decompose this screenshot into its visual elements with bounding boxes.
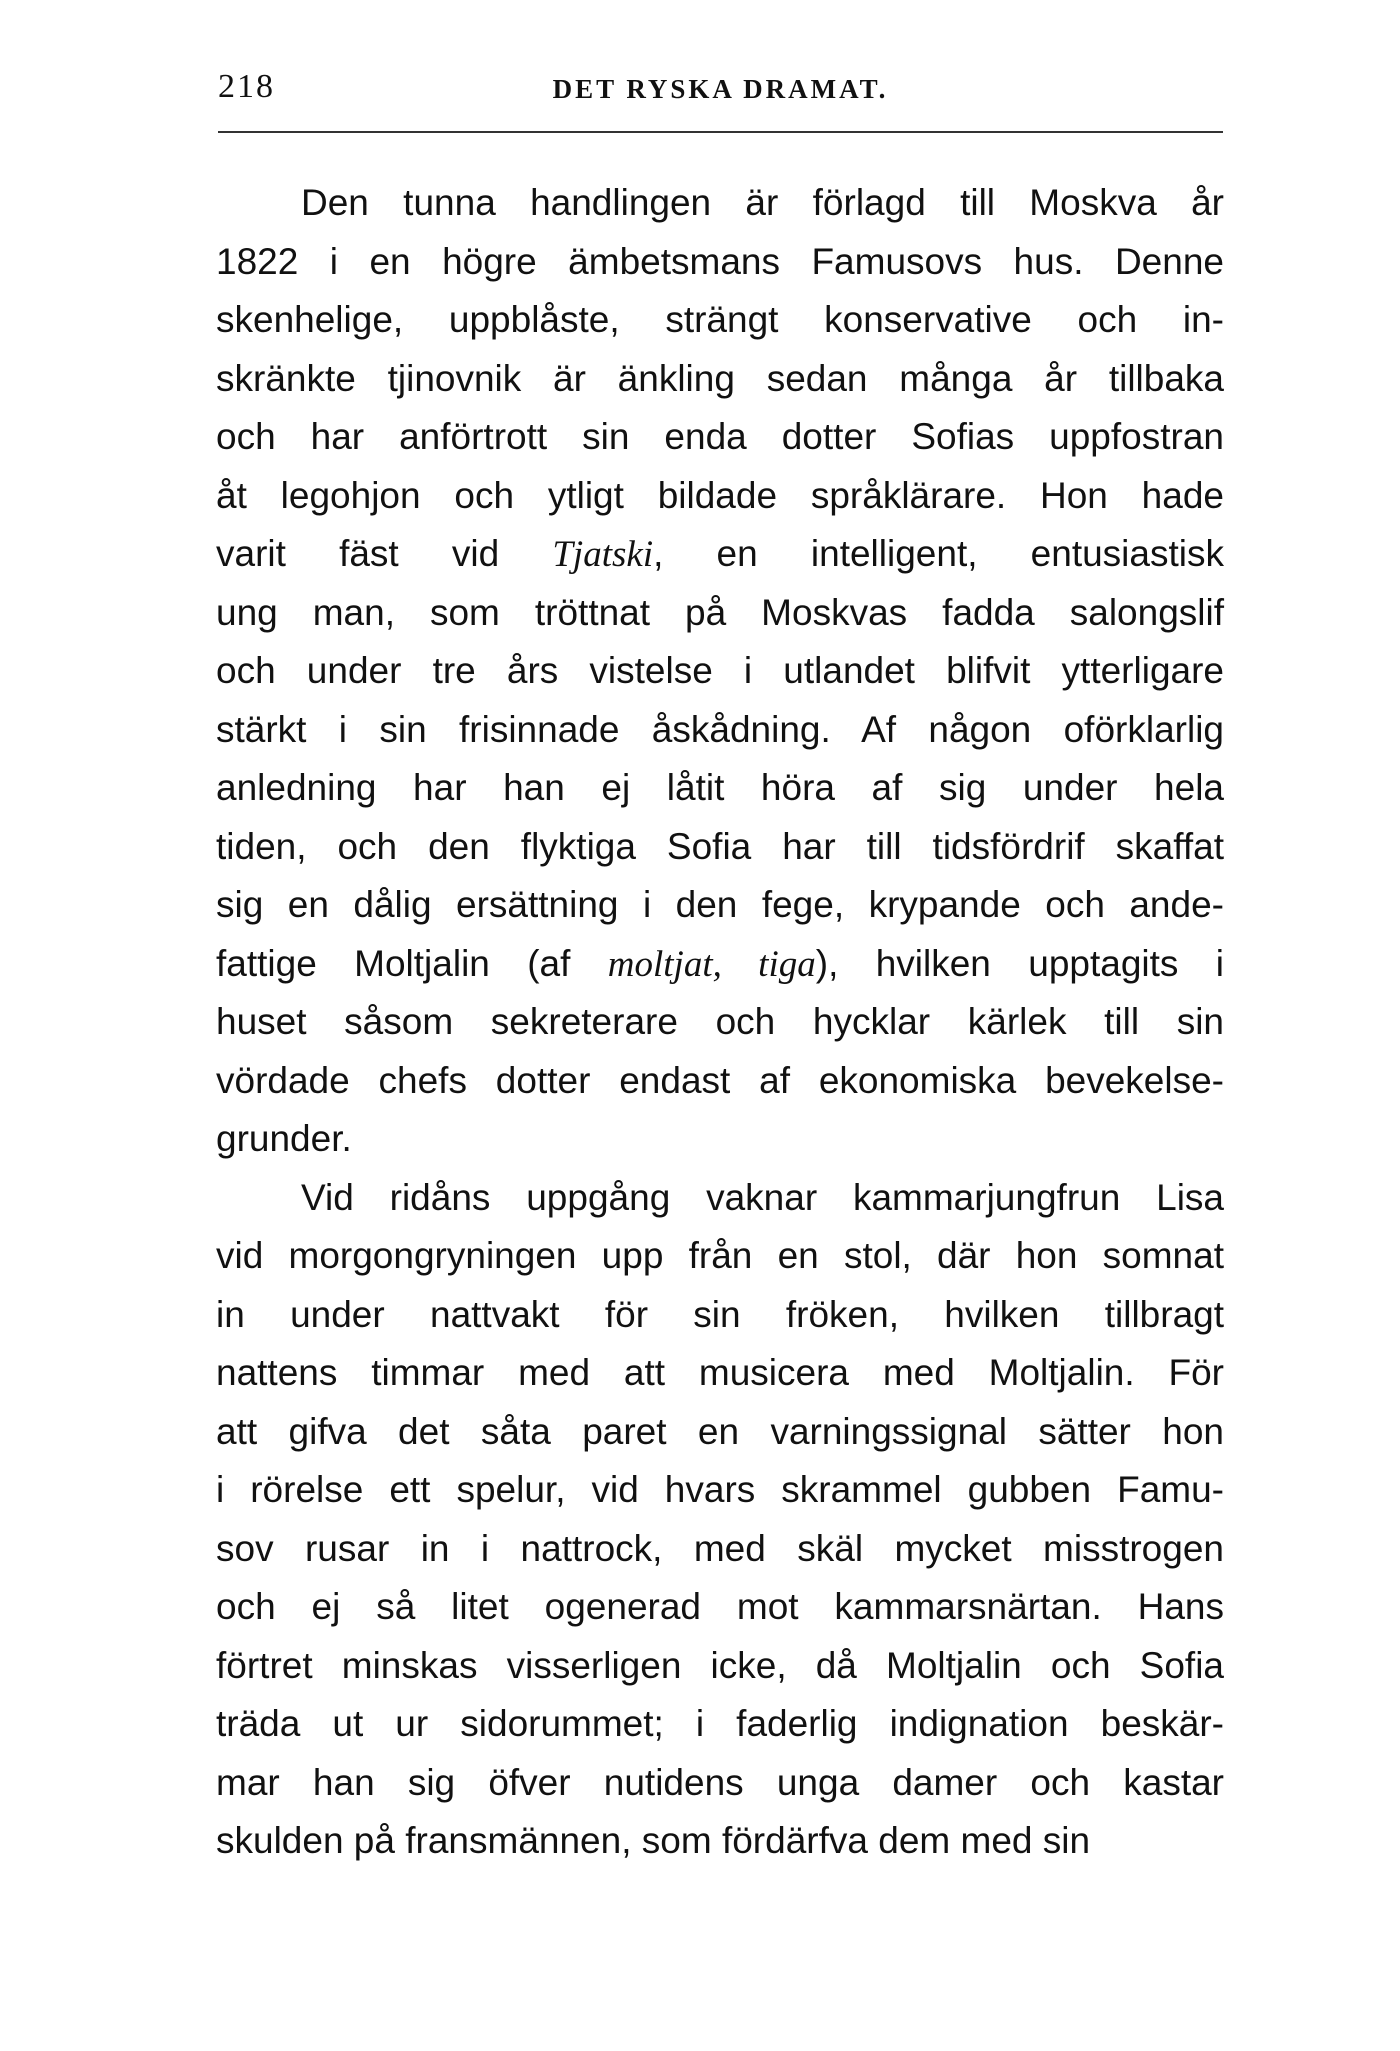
- text-line: sov rusar in i nattrock, med skäl mycket misstrogen: [216, 1527, 1224, 1569]
- text-line: i rörelse ett spelur, vid hvars skrammel gubben Famu-: [216, 1469, 1224, 1510]
- text-line: stärkt i sin frisinnade åskådning. Af någon oförklarlig: [216, 708, 1224, 750]
- text-line: tiden, och den flyktiga Sofia har till tidsfördrif skaffat: [216, 825, 1224, 867]
- text-line: varit fäst vid Tjatski, en intelligent, entusiastisk: [216, 533, 1224, 575]
- text-line: och har anförtrott sin enda dotter Sofias uppfostran: [216, 416, 1224, 457]
- text-line: skenhelige, uppblåste, strängt konservative och in-: [216, 299, 1224, 340]
- text-line: in under nattvakt för sin fröken, hvilken tillbragt: [216, 1293, 1224, 1335]
- text-line: Den tunna handlingen är förlagd till Moskva år: [301, 182, 1224, 223]
- text-line: skulden på fransmännen, som fördärfva dem med sin: [216, 1820, 1091, 1861]
- italic-term: Tjatski: [552, 534, 654, 575]
- text-line: anledning har han ej låtit höra af sig under hela: [216, 767, 1224, 808]
- text-line: att gifva det såta paret en varningssignal sätter hon: [216, 1410, 1224, 1452]
- paragraph: [216, 1169, 1224, 1871]
- text-line: sig en dålig ersättning i den fege, krypande och ande-: [216, 884, 1224, 925]
- text-line: åt legohjon och ytligt bildade språklärare. Hon hade: [216, 474, 1224, 516]
- text-line: Vid ridåns uppgång vaknar kammarjungfrun Lisa: [301, 1176, 1224, 1218]
- body-text: [216, 174, 1224, 1871]
- text-line: skränkte tjinovnik är änkling sedan många år tillbaka: [216, 357, 1224, 399]
- text-line: mar han sig öfver nutidens unga damer och kastar: [216, 1761, 1224, 1803]
- italic-term: moltjat, tiga: [607, 943, 816, 985]
- header-rule: [218, 131, 1223, 133]
- text-line: fattige Moltjalin (af moltjat, tiga), hvilken upptagits i: [216, 942, 1224, 985]
- text-line: förtret minskas visserligen icke, då Moltjalin och Sofia: [216, 1644, 1224, 1686]
- running-title: DET RYSKA DRAMAT.: [552, 74, 889, 104]
- text-line: vördade chefs dotter endast af ekonomiska bevekelse-: [216, 1059, 1224, 1101]
- text-line: huset såsom sekreterare och hycklar kärlek till sin: [216, 1001, 1224, 1042]
- page-number: 218: [218, 68, 275, 105]
- text-line: ung man, som tröttnat på Moskvas fadda salongslif: [216, 591, 1224, 633]
- text-line: grunder.: [216, 1118, 352, 1159]
- text-line: träda ut ur sidorummet; i faderlig indignation beskär-: [216, 1703, 1224, 1744]
- text-line: 1822 i en högre ämbetsmans Famusovs hus. Denne: [216, 240, 1224, 282]
- page-header: [218, 68, 1223, 118]
- text-line: och ej så litet ogenerad mot kammarsnärtan. Hans: [216, 1586, 1224, 1627]
- paragraph: [216, 174, 1224, 1169]
- text-line: vid morgongryningen upp från en stol, där hon somnat: [216, 1235, 1224, 1276]
- text-line: och under tre års vistelse i utlandet blifvit ytterligare: [216, 650, 1224, 691]
- text-line: nattens timmar med att musicera med Moltjalin. För: [216, 1352, 1224, 1393]
